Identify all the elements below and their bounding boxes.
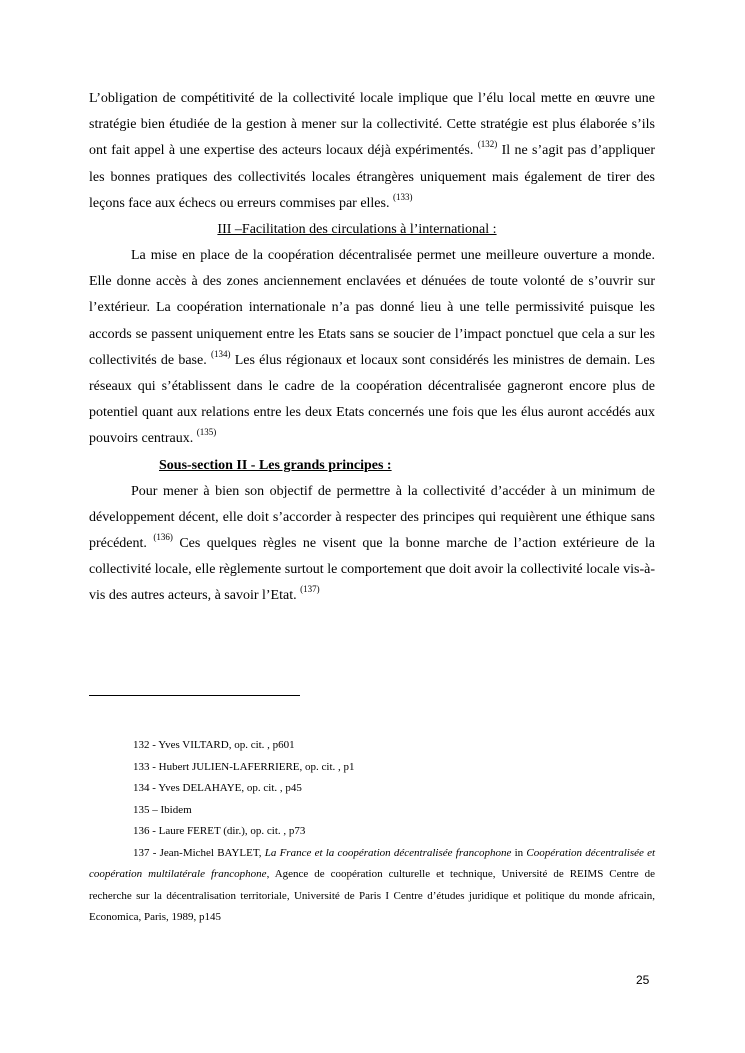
footnote-ref-134[interactable]: (134) bbox=[210, 348, 231, 359]
main-text bbox=[89, 86, 655, 610]
footnote-136: 136 - Laure FERET (dir.), op. cit. , p73 bbox=[133, 825, 306, 837]
footnote-133: 133 - Hubert JULIEN-LAFERRIERE, op. cit. , p1 bbox=[133, 760, 355, 773]
footnote-separator bbox=[89, 695, 300, 696]
paragraph-competitivite: L’obligation de compétitivité de la collectivité locale implique que l’élu local mette en œuvre une stratégie bien étudiée de la gestion à mener sur la collectivité. Cette stratégie est plus élaborée s’ils ont fait appel à une expertise des acteurs locaux déjà expérimentés. $^{(132)}$ Il ne s’agit pas d’appliquer les bonnes pratiques des collectivités locales étrangères uniquement mais également de tirer des leçons face aux échecs ou erreurs commises par elles. $^{(133)}$ bbox=[89, 91, 656, 211]
footnote-ref-133[interactable]: (133) bbox=[392, 191, 413, 202]
footnote-135: 135 – Ibidem bbox=[133, 803, 192, 816]
paragraph-ouverture: La mise en place de la coopération décentralisée permet une meilleure ouverture a monde. Elle donne accès à des zones anciennement enclavées et dénuées de toute volonté de s’ouvrir sur l’extérieur. La coopération internationale n’a pas donné lieu à une telle permissivité puisque les accords se passent uniquement entre les Etats sans se soucier de l’impact ponctuel que cela a sur les collectivités de base. $^{(134)}$ Les élus régionaux et locaux sont considérés les ministres de demain. Les réseaux qui s’établissent dans le cadre de la coopération décentralisée gagneront encore plus de potentiel quant aux relations entre les deux Etats concernés une fois que les élus auront accédés aux pouvoirs centraux. $^{(135)}$ bbox=[89, 248, 655, 447]
footnotes bbox=[89, 735, 655, 929]
footnote-ref-135[interactable]: (135) bbox=[196, 427, 217, 438]
footnote-ref-137[interactable]: (137) bbox=[300, 584, 320, 595]
footnote-ref-136[interactable]: (136) bbox=[153, 532, 173, 543]
paragraph-principes: Pour mener à bien son objectif de permettre à la collectivité d’accéder à un minimum de développement décent, elle doit s’accorder à respecter des principes qui requièrent une éthique sans précédent. $^{(136)}$ Ces quelques règles ne visent que la bonne marche de l’action extérieure de la collectivité locale, elle règlemente surtout le comportement que doit avoir la collectivité locale vis-à-vis des autres acteurs, à savoir l’Etat. $^{(137)}$ bbox=[89, 483, 656, 604]
page-number: 25 bbox=[636, 973, 650, 987]
section-heading: III –Facilitation des circulations à l’international : bbox=[217, 222, 497, 238]
footnote-ref-132[interactable]: (132) bbox=[477, 139, 498, 150]
subsection-heading: Sous-section II - Les grands principes : bbox=[159, 457, 392, 473]
footnote-134: 134 - Yves DELAHAYE, op. cit. , p45 bbox=[133, 782, 302, 794]
footnote-137: 137 - Jean-Michel BAYLET, La France et la coopération décentralisée francophone in Coopération décentralisée et coopération multilatérale francophone, Agence de coopération culturelle et technique, Université de REIMS Centre de recherche sur la décentralisation territoriale, Université de Paris I Centre d’études juridique et politique du monde africain, Economica, Paris, 1989, p145 bbox=[89, 846, 656, 923]
footnote-132: 132 - Yves VILTARD, op. cit. , p601 bbox=[133, 739, 295, 751]
